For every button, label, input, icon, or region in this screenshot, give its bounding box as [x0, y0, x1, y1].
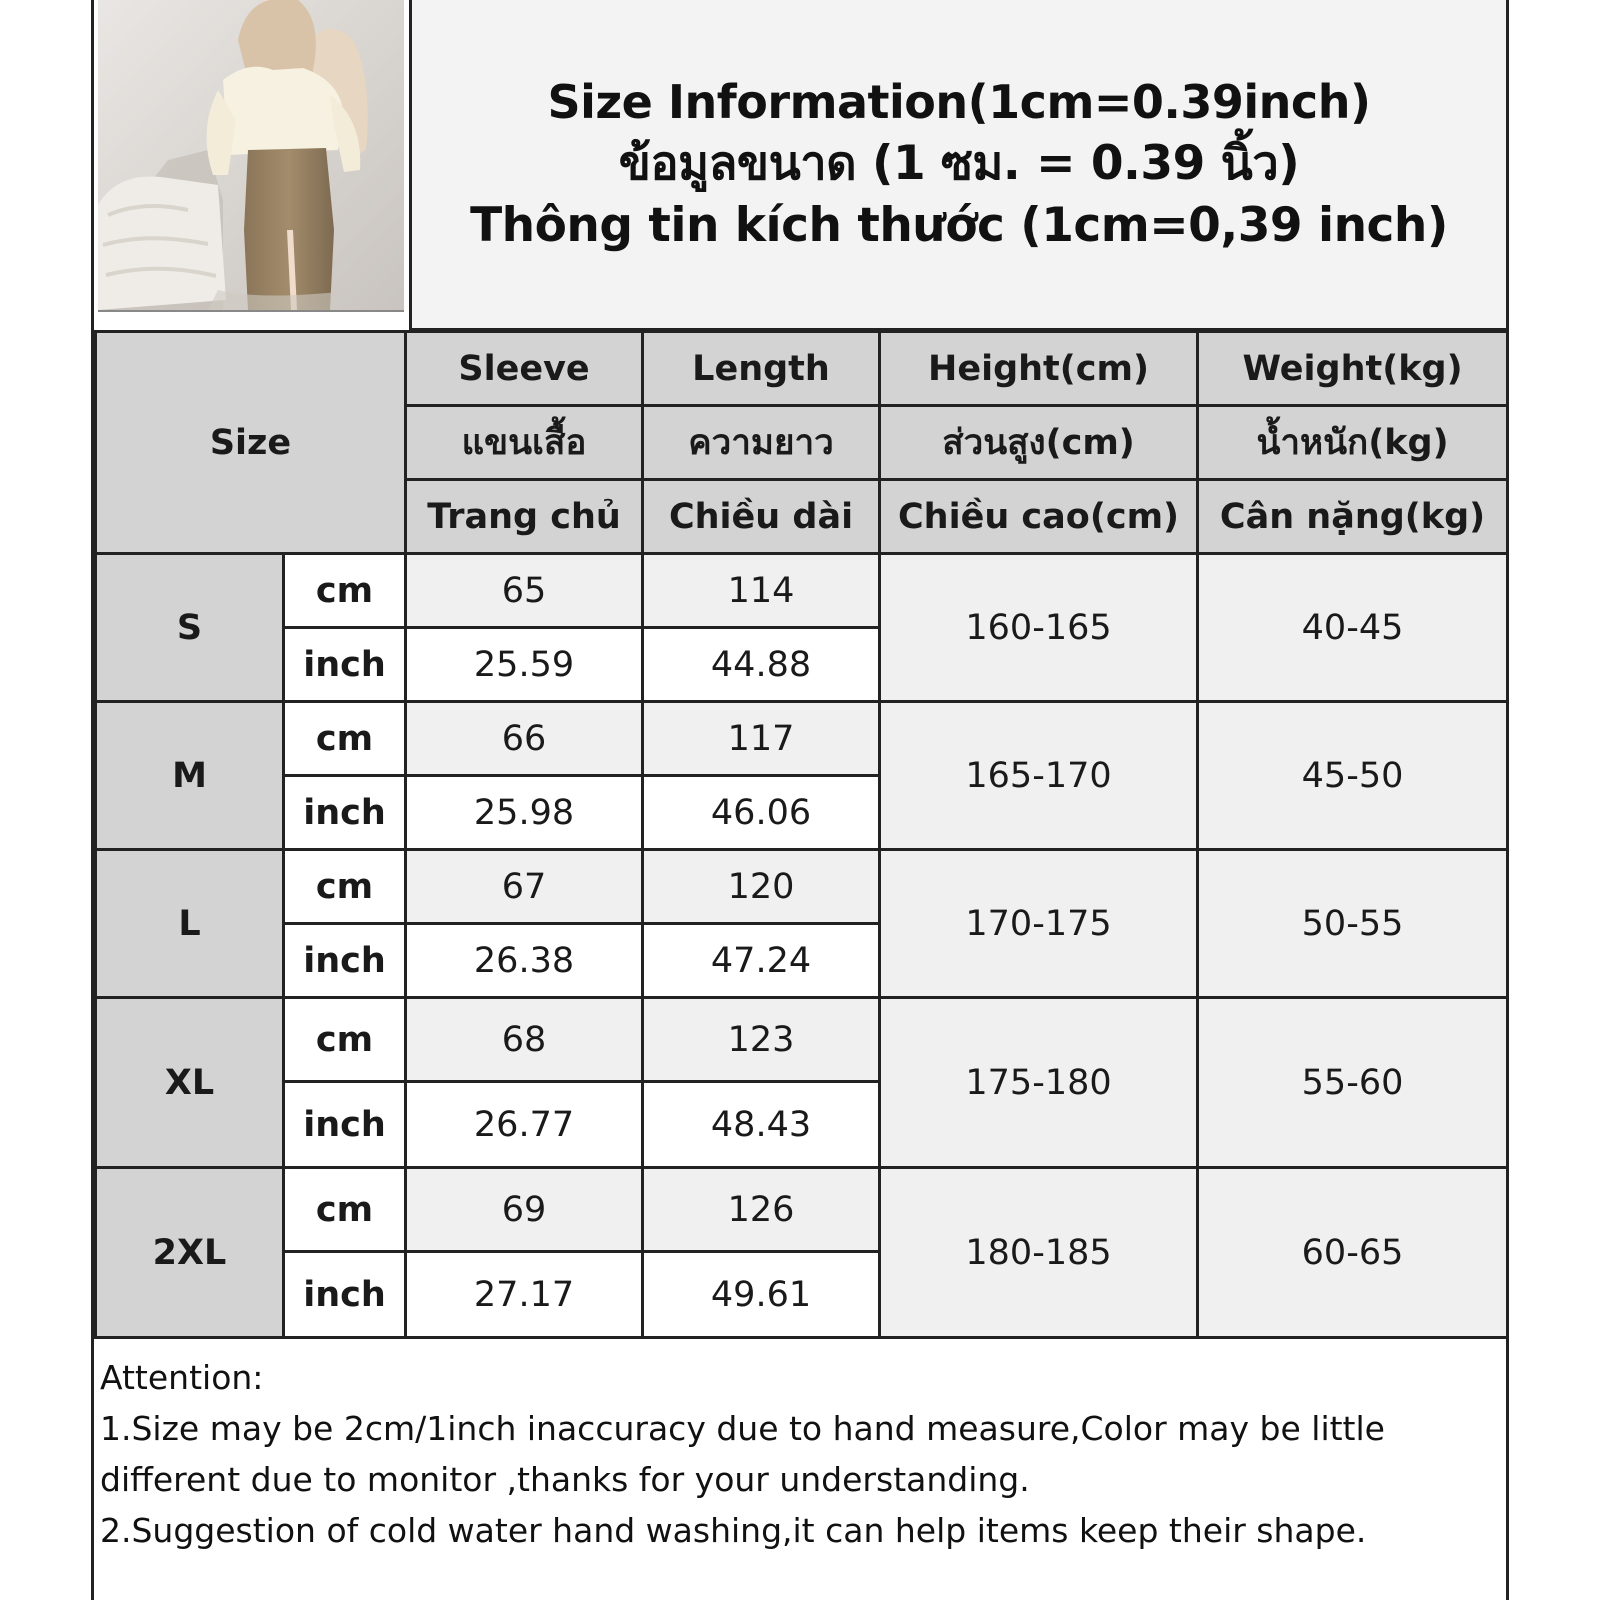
col-sleeve-en: Sleeve: [406, 332, 643, 406]
size-column-heading: Size: [96, 332, 406, 554]
col-length-en: Length: [643, 332, 880, 406]
sleeve-inch: 26.38: [406, 924, 643, 998]
col-height-th: ส่วนสูง(cm): [880, 406, 1198, 480]
length-inch: 48.43: [643, 1082, 880, 1168]
unit-label: inch: [284, 924, 406, 998]
unit-label: cm: [284, 702, 406, 776]
col-length-vi: Chiều dài: [643, 480, 880, 554]
attention-notes: [100, 1352, 1500, 1556]
weight-range: 50-55: [1198, 850, 1508, 998]
size-label: 2XL: [96, 1168, 284, 1338]
weight-range: 45-50: [1198, 702, 1508, 850]
attention-line-1: 1.Size may be 2cm/1inch inaccuracy due to hand measure,Color may be little: [100, 1409, 1385, 1448]
table-row: [96, 702, 1508, 776]
sleeve-cm: 65: [406, 554, 643, 628]
unit-label: cm: [284, 850, 406, 924]
weight-range: 40-45: [1198, 554, 1508, 702]
header: [94, 0, 1506, 330]
col-length-th: ความยาว: [643, 406, 880, 480]
table-row: [96, 554, 1508, 628]
attention-heading: Attention:: [100, 1358, 264, 1397]
sleeve-inch: 26.77: [406, 1082, 643, 1168]
height-range: 175-180: [880, 998, 1198, 1168]
size-chart-sheet: [91, 0, 1509, 1600]
height-range: 165-170: [880, 702, 1198, 850]
sleeve-inch: 27.17: [406, 1252, 643, 1338]
size-table: [94, 330, 1509, 1339]
title-vietnamese: Thông tin kích thước (1cm=0,39 inch): [470, 198, 1448, 253]
length-inch: 49.61: [643, 1252, 880, 1338]
unit-label: cm: [284, 998, 406, 1082]
col-height-en: Height(cm): [880, 332, 1198, 406]
length-cm: 126: [643, 1168, 880, 1252]
title-english: Size Information(1cm=0.39inch): [547, 75, 1371, 129]
table-row: [96, 1168, 1508, 1252]
col-sleeve-vi: Trang chủ: [406, 480, 643, 554]
title-thai: ข้อมูลขนาด (1 ซม. = 0.39 นิ้ว): [618, 136, 1300, 191]
sleeve-inch: 25.98: [406, 776, 643, 850]
col-weight-en: Weight(kg): [1198, 332, 1508, 406]
size-label: L: [96, 850, 284, 998]
table-row: [96, 998, 1508, 1082]
title-box: [412, 0, 1506, 331]
col-weight-th: น้ำหนัก(kg): [1198, 406, 1508, 480]
weight-range: 60-65: [1198, 1168, 1508, 1338]
table-row: [96, 850, 1508, 924]
product-photo: [98, 0, 404, 312]
height-range: 170-175: [880, 850, 1198, 998]
unit-label: inch: [284, 1082, 406, 1168]
length-inch: 47.24: [643, 924, 880, 998]
unit-label: inch: [284, 776, 406, 850]
sleeve-cm: 68: [406, 998, 643, 1082]
length-inch: 44.88: [643, 628, 880, 702]
unit-label: inch: [284, 628, 406, 702]
sleeve-cm: 67: [406, 850, 643, 924]
col-weight-vi: Cân nặng(kg): [1198, 480, 1508, 554]
col-height-vi: Chiều cao(cm): [880, 480, 1198, 554]
header-row-english: [96, 332, 1508, 406]
size-label: M: [96, 702, 284, 850]
length-cm: 117: [643, 702, 880, 776]
height-range: 160-165: [880, 554, 1198, 702]
unit-label: cm: [284, 554, 406, 628]
col-sleeve-th: แขนเสื้อ: [406, 406, 643, 480]
length-cm: 120: [643, 850, 880, 924]
attention-line-2: different due to monitor ,thanks for your understanding.: [100, 1460, 1030, 1499]
length-cm: 114: [643, 554, 880, 628]
sleeve-cm: 66: [406, 702, 643, 776]
unit-label: cm: [284, 1168, 406, 1252]
height-range: 180-185: [880, 1168, 1198, 1338]
length-inch: 46.06: [643, 776, 880, 850]
length-cm: 123: [643, 998, 880, 1082]
unit-label: inch: [284, 1252, 406, 1338]
size-label: XL: [96, 998, 284, 1168]
weight-range: 55-60: [1198, 998, 1508, 1168]
sleeve-inch: 25.59: [406, 628, 643, 702]
sleeve-cm: 69: [406, 1168, 643, 1252]
size-label: S: [96, 554, 284, 702]
attention-line-3: 2.Suggestion of cold water hand washing,it can help items keep their shape.: [100, 1511, 1367, 1550]
